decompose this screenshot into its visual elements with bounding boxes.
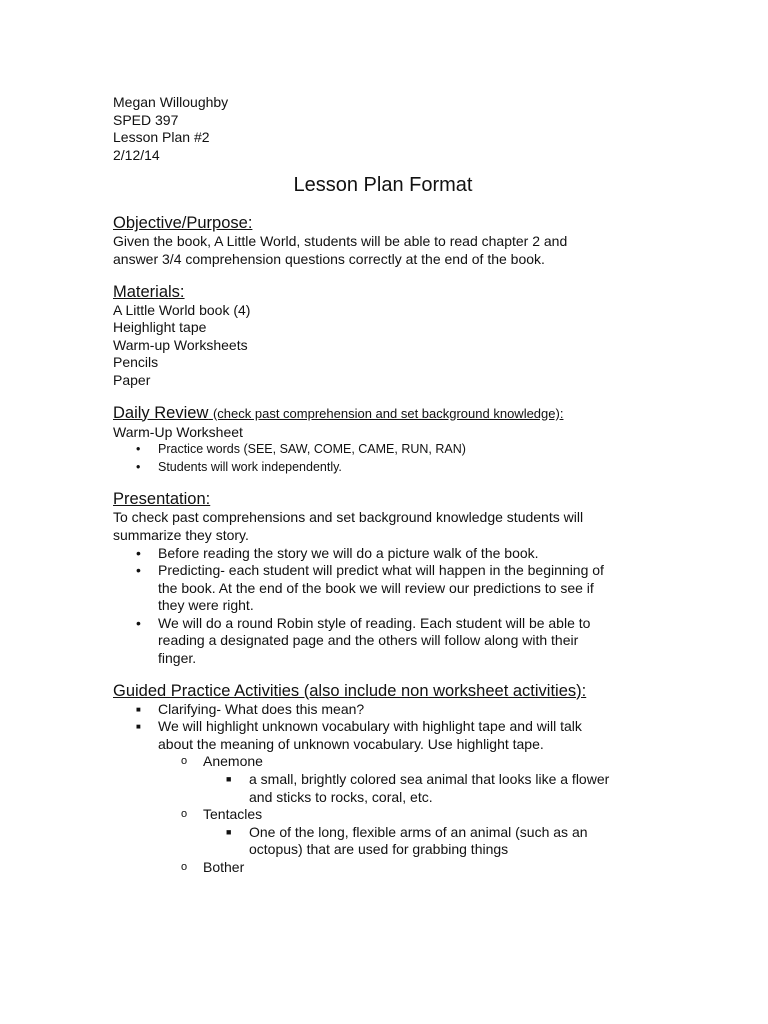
material-item: Paper: [113, 371, 151, 388]
guided-practice-heading: Guided Practice Activities (also include non worksheet activities):: [113, 681, 587, 700]
objective-line: Given the book, A Little World, students will be able to read chapter 2 and: [113, 233, 568, 250]
list-item: ■ Clarifying- What does this mean?: [136, 700, 365, 717]
list-item: • Practice words (SEE, SAW, COME, CAME, RUN, RAN): [113, 441, 653, 459]
presentation-heading: Presentation:: [113, 490, 211, 509]
vocab-definition: ■ a small, brightly colored sea animal that looks like a flower: [226, 771, 610, 788]
square-bullet-icon: ■: [136, 704, 141, 714]
circle-bullet-icon: o: [181, 808, 188, 821]
list-item: • Predicting- each student will predict what will happen in the beginning of: [136, 562, 604, 579]
material-item: A Little World book (4): [113, 301, 251, 318]
circle-bullet-icon: o: [181, 755, 188, 768]
vocab-term: o Bother: [181, 859, 245, 875]
daily-review-title: Daily Review: [113, 403, 209, 422]
document-content: [113, 94, 653, 877]
materials-heading: Materials:: [113, 282, 185, 301]
square-bullet-icon: ■: [136, 722, 141, 732]
author-name: Megan Willoughby: [113, 94, 229, 110]
presentation-intro: summarize they story.: [113, 526, 249, 543]
vocab-definition: ■ One of the long, flexible arms of an animal (such as an: [226, 823, 588, 840]
list-item: • We will do a round Robin style of reading. Each student will be able to: [136, 614, 591, 631]
daily-review-intro: Warm-Up Worksheet: [113, 423, 243, 440]
lesson-plan-number: Lesson Plan #2: [113, 129, 210, 146]
material-item: Pencils: [113, 354, 159, 371]
vocab-term: o Tentacles: [181, 806, 263, 823]
bullet-icon: •: [136, 459, 141, 474]
vocab-term: o Anemone: [181, 753, 263, 770]
bullet-icon: •: [136, 442, 141, 457]
vocab-definition-continuation: octopus) that are used for grabbing things: [249, 841, 509, 858]
bullet-icon: •: [136, 544, 141, 561]
square-bullet-icon: ■: [226, 774, 232, 785]
circle-bullet-icon: o: [181, 861, 188, 873]
material-item: Warm-up Worksheets: [113, 336, 248, 353]
vocab-definition-continuation: and sticks to rocks, coral, etc.: [249, 788, 433, 805]
list-item-continuation: finger.: [158, 650, 197, 667]
list-item: • Students will work independently.: [113, 459, 653, 477]
bullet-icon: •: [136, 562, 141, 579]
list-item-continuation: reading a designated page and the others will follow along with their: [158, 632, 579, 649]
list-item-continuation: about the meaning of unknown vocabulary. Use highlight tape.: [158, 735, 544, 752]
square-bullet-icon: ■: [226, 826, 232, 837]
document-date: 2/12/14: [113, 146, 160, 163]
list-item-continuation: the book. At the end of the book we will review our predictions to see if: [158, 579, 594, 596]
presentation-list: [113, 545, 653, 668]
objective-line: answer 3/4 comprehension questions correctly at the end of the book.: [113, 250, 545, 267]
list-item: • Before reading the story we will do a picture walk of the book.: [136, 544, 539, 561]
bullet-icon: •: [136, 614, 141, 631]
guided-practice-list: [113, 701, 653, 877]
daily-review-subtitle: (check past comprehension and set background knowledge):: [212, 405, 564, 421]
course-code: SPED 397: [113, 111, 179, 128]
material-item: Heighlight tape: [113, 319, 207, 336]
presentation-intro: To check past comprehensions and set background knowledge students will: [113, 509, 584, 526]
daily-review-list: [113, 441, 653, 476]
list-item-continuation: they were right.: [158, 597, 254, 614]
list-item: ■ We will highlight unknown vocabulary with highlight tape and will talk: [136, 718, 582, 735]
page-title: Lesson Plan Format: [293, 174, 473, 197]
daily-review-heading: [113, 403, 653, 424]
objective-heading: Objective/Purpose:: [113, 214, 253, 233]
